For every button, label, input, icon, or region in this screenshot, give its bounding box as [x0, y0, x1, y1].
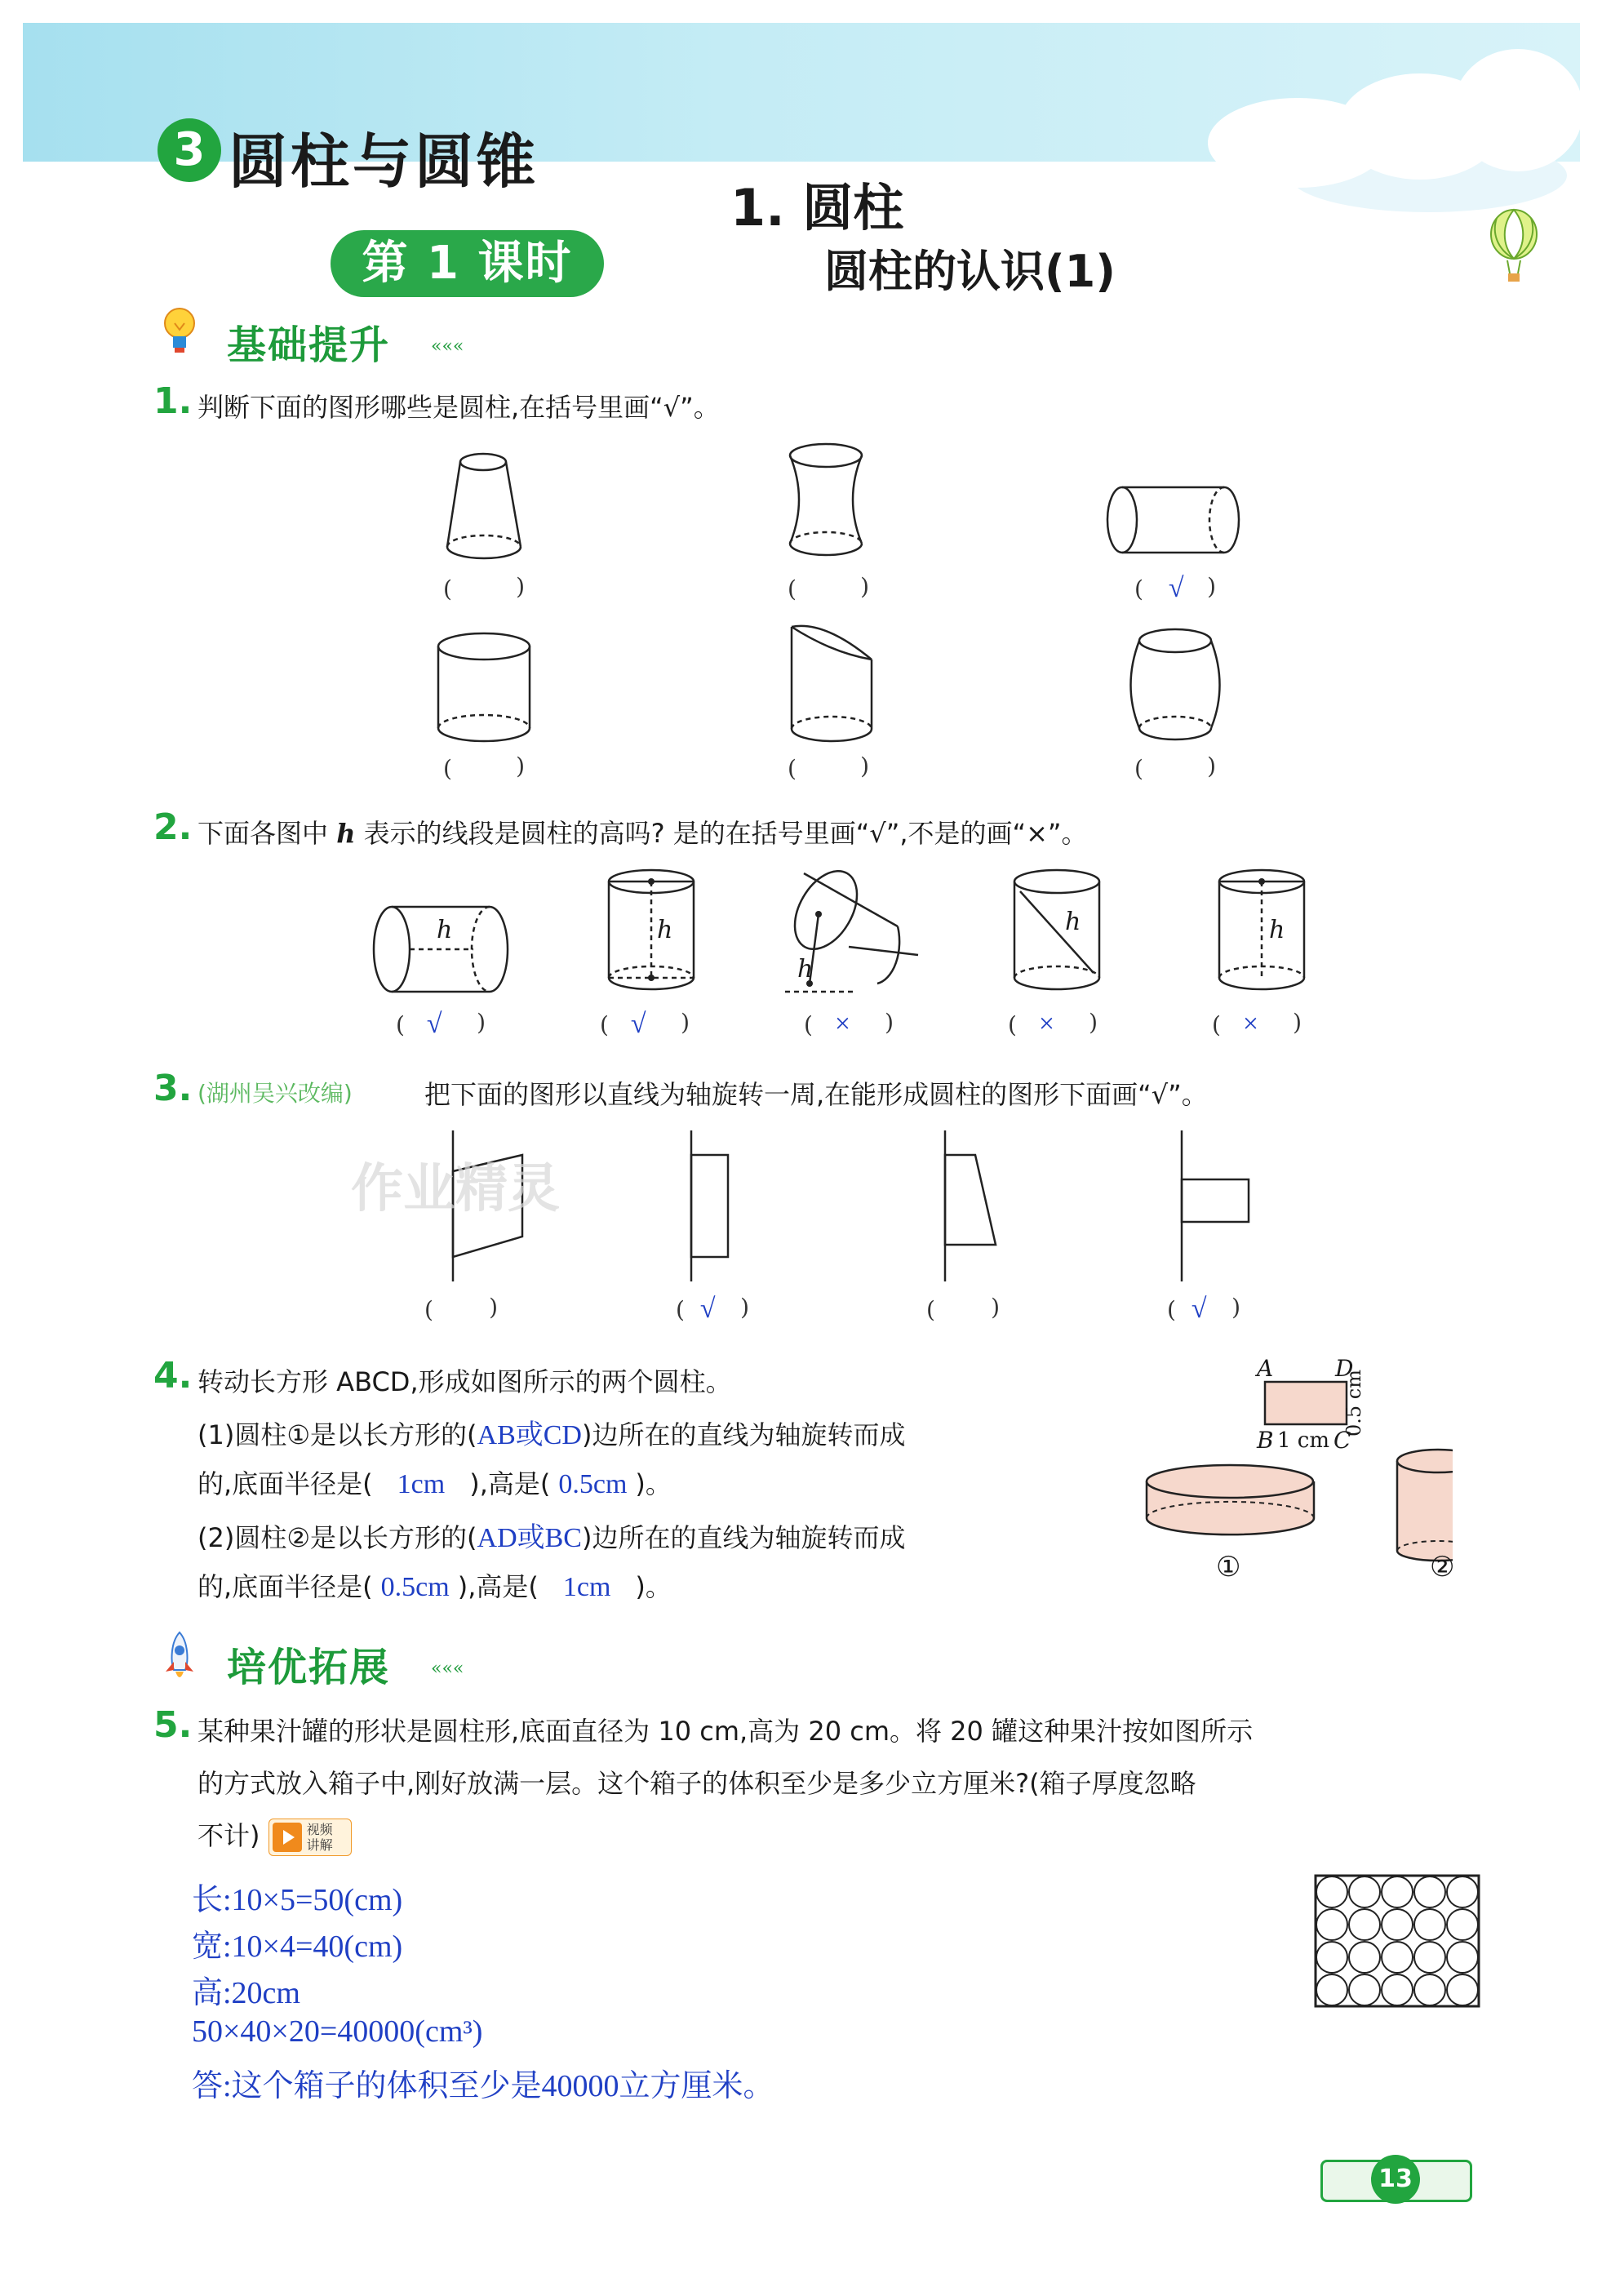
- section-title: 1. 圆柱: [730, 178, 904, 238]
- page-number: 13: [1371, 2155, 1420, 2204]
- q4-label-height: 0.5 cm: [1342, 1370, 1365, 1437]
- video-explain-label: 视频 讲解: [306, 1822, 333, 1853]
- q1-answer-paren[interactable]: ( ): [443, 573, 525, 602]
- q5-solution-line: 宽:10×4=40(cm): [192, 1930, 403, 1964]
- q4-p1-answer-side: AB或CD: [477, 1420, 582, 1450]
- lightbulb-icon: [159, 304, 200, 361]
- q5-solution-line: 答:这个箱子的体积至少是40000立方厘米。: [192, 2069, 774, 2103]
- q3-figures: [0, 1118, 1602, 1298]
- watermark: 作业精灵: [351, 1159, 560, 1219]
- q4-figure: [1126, 1347, 1453, 1592]
- q4-p1-answer-height: 0.5cm: [558, 1469, 628, 1499]
- q2-answer-paren[interactable]: ( √ ): [396, 1009, 486, 1039]
- cloud-decoration: [1453, 49, 1583, 171]
- q5-line3-text: 不计): [197, 1820, 260, 1851]
- q5-line3: [197, 1815, 352, 1856]
- q4-part1-line1: [197, 1412, 905, 1452]
- q5-line1: 某种果汁罐的形状是圆柱形,底面直径为 10 cm,高为 20 cm。将 20 罐这种果汁按如图所示: [197, 1716, 1254, 1747]
- q3-answer-paren[interactable]: ( √ ): [1167, 1294, 1240, 1324]
- q2-figures: [0, 857, 1602, 1020]
- q4-p1-text-d: ),高是(: [469, 1468, 551, 1499]
- q4-p2-text-a: (2)圆柱②是以长方形的(: [197, 1522, 477, 1553]
- q2-text: [197, 813, 1087, 850]
- q4-part2-line2: [197, 1566, 672, 1604]
- q4-p2-answer-side: AD或BC: [477, 1523, 582, 1553]
- q1-figures: [0, 424, 1602, 792]
- q4-text: 转动长方形 ABCD,形成如图所示的两个圆柱。: [197, 1366, 732, 1397]
- q4-label-C: C: [1334, 1427, 1351, 1454]
- q1-answer-paren[interactable]: ( √ ): [1134, 573, 1216, 603]
- q2-answer-3: ×: [834, 1009, 851, 1039]
- q4-p2-text-c: 的,底面半径是(: [197, 1571, 373, 1602]
- q4-label-B: B: [1257, 1427, 1274, 1454]
- q2-fig2-h-label: h: [657, 916, 673, 944]
- q3-answer-paren[interactable]: ( ): [424, 1294, 498, 1323]
- q2-fig4-h-label: h: [1065, 908, 1081, 936]
- q4-p2-answer-height: 1cm: [562, 1572, 611, 1602]
- q5-box-figure: [1314, 1874, 1481, 2009]
- q5-solution-line: 长:10×5=50(cm): [192, 1883, 403, 1917]
- q2-answer-2: √: [630, 1009, 646, 1039]
- q5-line2: 的方式放入箱子中,刚好放满一层。这个箱子的体积至少是多少立方厘米?(箱子厚度忽略: [197, 1768, 1196, 1799]
- q4-p2-text-d: ),高是(: [457, 1571, 539, 1602]
- q1-text: 判断下面的图形哪些是圆柱,在括号里画“√”。: [197, 392, 720, 423]
- q3-number: 3.: [153, 1068, 193, 1109]
- q3-source: (湖州吴兴改编): [197, 1080, 353, 1107]
- q5-number: 5.: [153, 1704, 193, 1746]
- q4-part2-line1: [197, 1515, 905, 1555]
- section-advanced-chevrons: «««: [431, 1659, 464, 1679]
- q1-answer-paren[interactable]: ( ): [788, 753, 869, 782]
- q1-answer-paren[interactable]: ( ): [788, 573, 869, 602]
- q3-answer-paren[interactable]: ( ): [926, 1294, 1000, 1323]
- q2-answer-5: ×: [1242, 1009, 1259, 1039]
- q2-number: 2.: [153, 806, 193, 848]
- q2-answer-1: √: [426, 1009, 442, 1039]
- q4-label-A: A: [1257, 1355, 1274, 1382]
- q4-p2-text-e: )。: [635, 1571, 672, 1602]
- q1-number: 1.: [153, 380, 193, 422]
- q2-text-after: 表示的线段是圆柱的高吗? 是的在括号里画“√”,不是的画“×”。: [363, 818, 1088, 849]
- video-explain-button[interactable]: [268, 1819, 352, 1856]
- hot-air-balloon-icon: [1485, 208, 1542, 286]
- q2-answer-paren[interactable]: ( √ ): [600, 1009, 690, 1039]
- q4-p1-answer-radius: 1cm: [397, 1469, 446, 1499]
- unit-number-badge: 3: [158, 118, 221, 182]
- q5-solution-line: 高:20cm: [192, 1976, 300, 2010]
- section-basic-title: 基础提升: [227, 322, 391, 368]
- lesson-badge: 第 1 课时: [331, 230, 604, 297]
- q3-answer-4: √: [1191, 1294, 1207, 1324]
- q4-number: 4.: [153, 1355, 193, 1397]
- q2-h-symbol: h: [336, 818, 356, 849]
- q2-answer-paren[interactable]: ( × ): [1212, 1009, 1302, 1039]
- q5-solution-line: 50×40×20=40000(cm³): [192, 2014, 483, 2049]
- section-advanced-title: 培优拓展: [227, 1645, 391, 1690]
- unit-title: 圆柱与圆锥: [229, 127, 539, 196]
- q4-p1-text-a: (1)圆柱①是以长方形的(: [197, 1419, 477, 1450]
- q1-answer-paren[interactable]: ( ): [443, 753, 525, 782]
- q2-answer-4: ×: [1038, 1009, 1055, 1039]
- play-icon: [273, 1823, 302, 1852]
- q4-p2-text-b: )边所在的直线为轴旋转而成: [581, 1522, 906, 1553]
- q2-answer-paren[interactable]: ( × ): [1008, 1009, 1098, 1039]
- q3-answer-2: √: [699, 1294, 716, 1324]
- q4-part1-line2: [197, 1463, 672, 1501]
- q2-fig3-h-label: h: [797, 955, 814, 984]
- q2-fig5-h-label: h: [1269, 916, 1285, 944]
- section-basic-chevrons: «««: [431, 336, 464, 357]
- q4-label-cylinder-1: ①: [1216, 1551, 1241, 1583]
- q4-p2-answer-radius: 0.5cm: [380, 1572, 450, 1602]
- q2-fig1-h-label: h: [437, 916, 453, 944]
- q1-answer-paren[interactable]: ( ): [1134, 753, 1216, 782]
- rocket-icon: [159, 1629, 200, 1686]
- q2-answer-paren[interactable]: ( × ): [804, 1009, 894, 1039]
- q3-answer-paren[interactable]: ( √ ): [676, 1294, 749, 1324]
- q2-text-before: 下面各图中: [197, 818, 329, 849]
- q4-label-D: D: [1335, 1355, 1354, 1382]
- q4-label-cylinder-2: ②: [1430, 1551, 1455, 1583]
- q4-label-width: 1 cm: [1277, 1428, 1330, 1453]
- q1-answer-3: √: [1168, 573, 1184, 603]
- q4-p1-text-b: )边所在的直线为轴旋转而成: [581, 1419, 906, 1450]
- q4-p1-text-c: 的,底面半径是(: [197, 1468, 373, 1499]
- q4-p1-text-e: )。: [635, 1468, 672, 1499]
- lesson-subtitle: 圆柱的认识(1): [824, 246, 1116, 297]
- q3-text: 把下面的图形以直线为轴旋转一周,在能形成圆柱的图形下面画“√”。: [424, 1079, 1208, 1110]
